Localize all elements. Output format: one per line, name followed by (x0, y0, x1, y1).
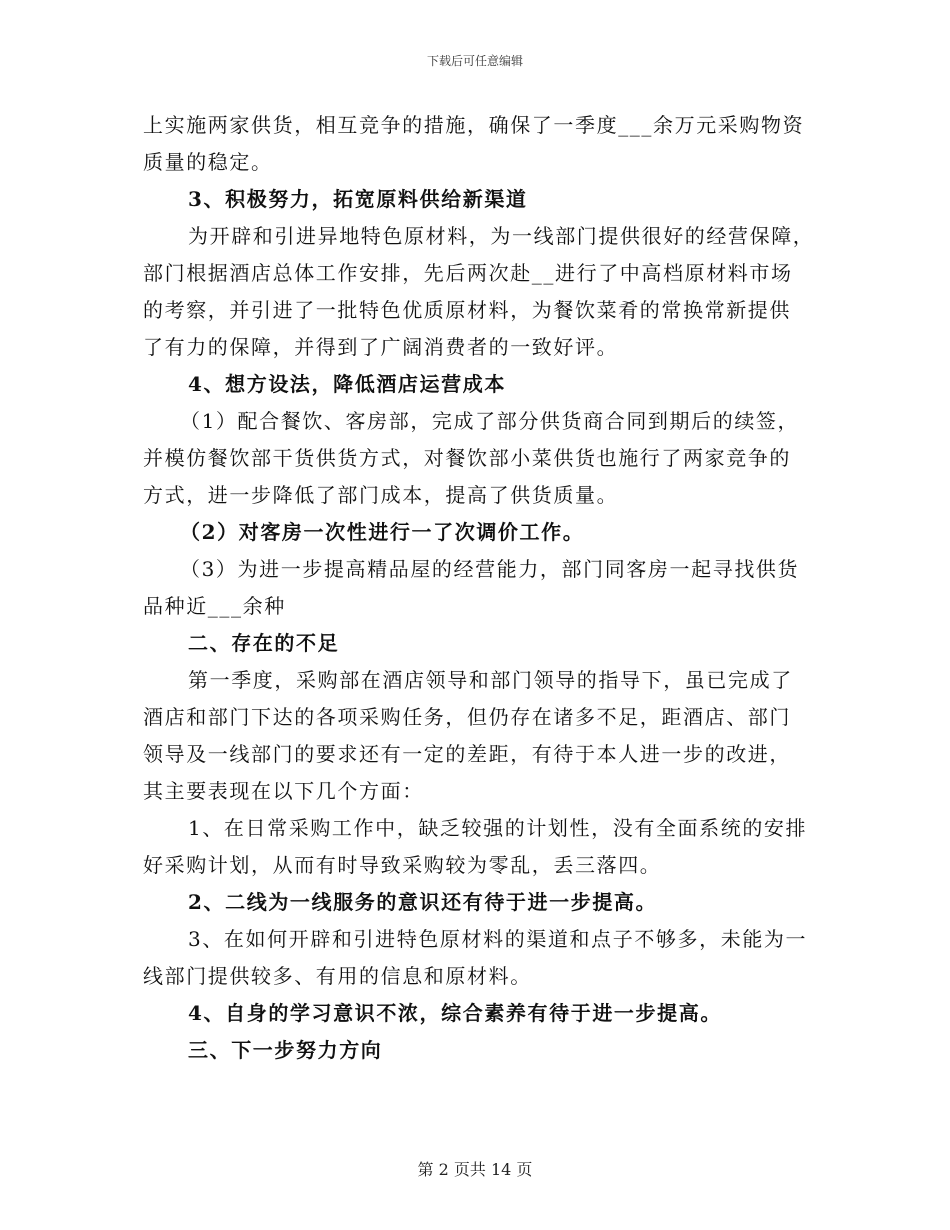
paragraph-line: 领导及一线部门的要求还有一定的差距，有待于本人进一步的改进， (143, 742, 791, 766)
paragraph-line: 酒店和部门下达的各项采购任务，但仍存在诸多不足，距酒店、部门 (143, 705, 791, 729)
paragraph-line: 1、在日常采购工作中，缺乏较强的计划性，没有全面系统的安排 (188, 816, 808, 840)
paragraph-line: （3）为进一步提高精品屋的经营能力，部门同客房一起寻找供货 (180, 557, 800, 581)
paragraph-line: 并模仿餐饮部干货供货方式，对餐饮部小菜供货也施行了两家竞争的 (143, 446, 791, 470)
paragraph-line: 部门根据酒店总体工作安排，先后两次赴__进行了中高档原材料市场 (143, 261, 793, 285)
paragraph-line: 了有力的保障，并得到了广阔消费者的一致好评。 (143, 335, 619, 359)
paragraph-line: 为开辟和引进异地特色原材料，为一线部门提供很好的经营保障， (188, 224, 815, 248)
paragraph-line: 第一季度，采购部在酒店领导和部门领导的指导下，虽已完成了 (188, 668, 793, 692)
paragraph-line: 线部门提供较多、有用的信息和原材料。 (143, 964, 532, 988)
section-heading: 4、自身的学习意识不浓，综合素养有待于进一步提高。 (188, 1001, 722, 1025)
page-header: 下载后可任意编辑 (426, 54, 523, 68)
paragraph-line: 上实施两家供货，相互竞争的措施，确保了一季度___余万元采购物资 (143, 113, 805, 137)
page-footer: 第 2 页共 14 页 (417, 1160, 533, 1179)
section-heading: 3、积极努力，拓宽原料供给新渠道 (188, 187, 528, 211)
paragraph-line: 质量的稳定。 (143, 150, 273, 174)
paragraph-line: 品种近___余种 (143, 594, 286, 618)
paragraph-line: （1）配合餐饮、客房部，完成了部分供货商合同到期后的续签， (180, 409, 800, 433)
section-heading: 二、存在的不足 (188, 631, 340, 655)
section-heading: 三、下一步努力方向 (188, 1038, 383, 1062)
section-heading: 4、想方设法，降低酒店运营成本 (188, 372, 506, 396)
section-heading: （2）对客房一次性进行一了次调价工作。 (180, 520, 585, 544)
document-body (143, 107, 815, 1069)
paragraph-line: 的考察，并引进了一批特色优质原材料，为餐饮菜肴的常换常新提供 (143, 298, 791, 322)
paragraph-line: 好采购计划，从而有时导致采购较为零乱，丢三落四。 (143, 853, 662, 877)
paragraph-line: 其主要表现在以下几个方面： (143, 779, 424, 803)
paragraph-line: 3、在如何开辟和引进特色原材料的渠道和点子不够多，未能为一 (188, 927, 808, 951)
paragraph-line: 方式，进一步降低了部门成本，提高了供货质量。 (143, 483, 619, 507)
section-heading: 2、二线为一线服务的意识还有待于进一步提高。 (188, 890, 658, 914)
